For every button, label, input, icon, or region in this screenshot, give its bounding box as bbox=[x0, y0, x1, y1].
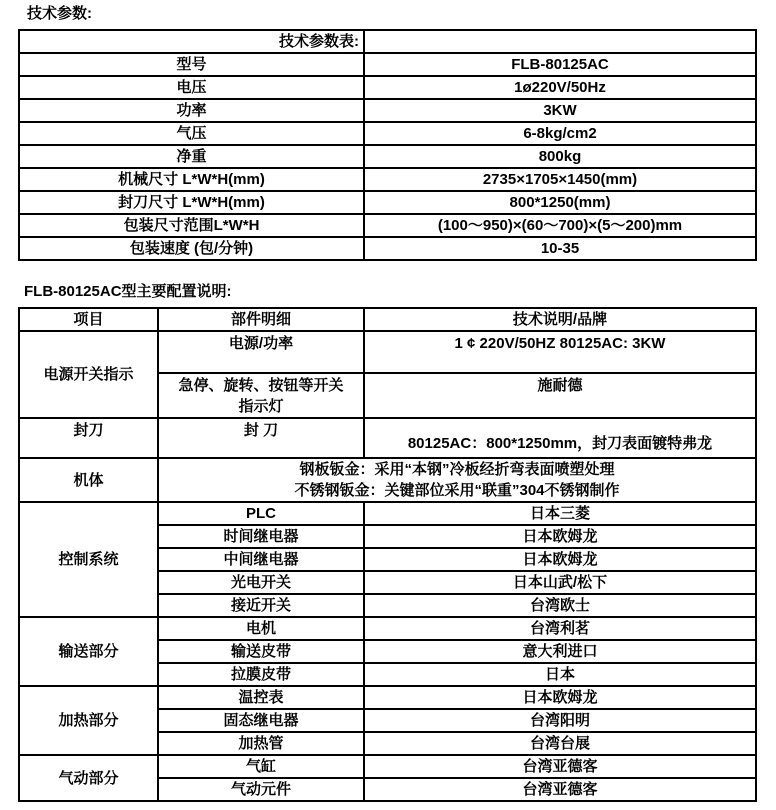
part-cell: 固态继电器 bbox=[158, 709, 364, 732]
part-cell: 封 刀 bbox=[158, 418, 364, 458]
brand-cell: 施耐德 bbox=[364, 373, 756, 418]
spec-label: 电压 bbox=[19, 76, 364, 99]
group-label-conveying: 输送部分 bbox=[19, 617, 158, 686]
group-label-machine-body: 机体 bbox=[19, 458, 158, 502]
spec-value: 2735×1705×1450(mm) bbox=[364, 168, 756, 191]
body-description-cell bbox=[158, 458, 756, 502]
spec-value: 6-8kg/cm2 bbox=[364, 122, 756, 145]
part-cell: 温控表 bbox=[158, 686, 364, 709]
table-row bbox=[19, 30, 756, 53]
spec-value: FLB-80125AC bbox=[364, 53, 756, 76]
part-cell bbox=[158, 373, 364, 418]
part-cell: 光电开关 bbox=[158, 571, 364, 594]
spec-label: 型号 bbox=[19, 53, 364, 76]
spec-label: 净重 bbox=[19, 145, 364, 168]
brand-cell: 日本欧姆龙 bbox=[364, 525, 756, 548]
spec-label: 封刀尺寸 L*W*H(mm) bbox=[19, 191, 364, 214]
tech-params-table-caption: 技术参数表: bbox=[19, 30, 364, 53]
table-row-air-cylinder bbox=[19, 755, 756, 778]
table-row-machine-size bbox=[19, 168, 756, 191]
part-cell: PLC bbox=[158, 502, 364, 525]
config-header-item: 项目 bbox=[19, 308, 158, 331]
spec-value: 800kg bbox=[364, 145, 756, 168]
spec-value: 1ø220V/50Hz bbox=[364, 76, 756, 99]
table-row-power bbox=[19, 99, 756, 122]
brand-cell: 台湾阳明 bbox=[364, 709, 756, 732]
spec-value: 800*1250(mm) bbox=[364, 191, 756, 214]
part-cell: 拉膜皮带 bbox=[158, 663, 364, 686]
spec-value: (100～950)×(60～700)×(5～200)mm bbox=[364, 214, 756, 237]
table-row-sealing-knife bbox=[19, 418, 756, 458]
part-cell: 电机 bbox=[158, 617, 364, 640]
part-cell: 中间继电器 bbox=[158, 548, 364, 571]
group-label-control-system: 控制系统 bbox=[19, 502, 158, 617]
table-row-voltage bbox=[19, 76, 756, 99]
config-header-part: 部件明细 bbox=[158, 308, 364, 331]
part-cell: 电源/功率 bbox=[158, 331, 364, 373]
table-row-package-size-range bbox=[19, 214, 756, 237]
table-row-motor bbox=[19, 617, 756, 640]
part-line-2: 指示灯 bbox=[238, 398, 284, 415]
group-label-sealing-knife: 封刀 bbox=[19, 418, 158, 458]
part-cell: 输送皮带 bbox=[158, 640, 364, 663]
body-description-line-2: 不锈钢钣金：关键部位采用“联重”304不锈钢制作 bbox=[294, 482, 620, 499]
brand-cell: 日本山武/松下 bbox=[364, 571, 756, 594]
brand-cell: 日本欧姆龙 bbox=[364, 548, 756, 571]
config-title: FLB-80125AC型主要配置说明: bbox=[24, 283, 232, 300]
brand-cell: 日本三菱 bbox=[364, 502, 756, 525]
table-row-temperature-controller bbox=[19, 686, 756, 709]
brand-cell: 日本欧姆龙 bbox=[364, 686, 756, 709]
spec-value: 10-35 bbox=[364, 237, 756, 260]
part-cell: 气动元件 bbox=[158, 778, 364, 801]
table-row-air-pressure bbox=[19, 122, 756, 145]
table-row-sealing-knife-size bbox=[19, 191, 756, 214]
spec-label: 功率 bbox=[19, 99, 364, 122]
table-row-machine-body bbox=[19, 458, 756, 502]
table-row-package-speed bbox=[19, 237, 756, 260]
tech-params-caption-empty-cell bbox=[364, 30, 756, 53]
brand-cell: 80125AC：800*1250mm，封刀表面镀特弗龙 bbox=[364, 418, 756, 458]
spec-value: 3KW bbox=[364, 99, 756, 122]
config-header-row bbox=[19, 308, 756, 331]
brand-cell: 台湾台展 bbox=[364, 732, 756, 755]
brand-cell: 台湾亚德客 bbox=[364, 755, 756, 778]
brand-cell: 台湾欧士 bbox=[364, 594, 756, 617]
tech-params-table bbox=[18, 29, 757, 261]
part-cell: 气缸 bbox=[158, 755, 364, 778]
config-header-brand: 技术说明/品牌 bbox=[364, 308, 756, 331]
brand-cell: 意大利进口 bbox=[364, 640, 756, 663]
brand-cell: 台湾亚德客 bbox=[364, 778, 756, 801]
part-line-1: 急停、旋转、按钮等开关 bbox=[178, 377, 344, 394]
spec-label: 包装尺寸范围L*W*H bbox=[19, 214, 364, 237]
table-row-net-weight bbox=[19, 145, 756, 168]
config-table bbox=[18, 307, 757, 802]
body-description-line-1: 钢板钣金：采用“本钢”冷板经折弯表面喷塑处理 bbox=[299, 461, 615, 478]
table-row-model bbox=[19, 53, 756, 76]
brand-cell: 日本 bbox=[364, 663, 756, 686]
table-row-power-supply bbox=[19, 331, 756, 373]
part-cell: 接近开关 bbox=[158, 594, 364, 617]
spec-label: 机械尺寸 L*W*H(mm) bbox=[19, 168, 364, 191]
group-label-pneumatic: 气动部分 bbox=[19, 755, 158, 801]
tech-params-title: 技术参数: bbox=[27, 5, 92, 22]
group-label-heating: 加热部分 bbox=[19, 686, 158, 755]
brand-cell: 台湾利茗 bbox=[364, 617, 756, 640]
spec-label: 包装速度 (包/分钟) bbox=[19, 237, 364, 260]
table-row-plc bbox=[19, 502, 756, 525]
part-cell: 加热管 bbox=[158, 732, 364, 755]
part-cell: 时间继电器 bbox=[158, 525, 364, 548]
group-label-power-switch: 电源开关指示 bbox=[19, 331, 158, 418]
brand-cell: 1 ¢ 220V/50HZ 80125AC: 3KW bbox=[364, 331, 756, 373]
spec-label: 气压 bbox=[19, 122, 364, 145]
